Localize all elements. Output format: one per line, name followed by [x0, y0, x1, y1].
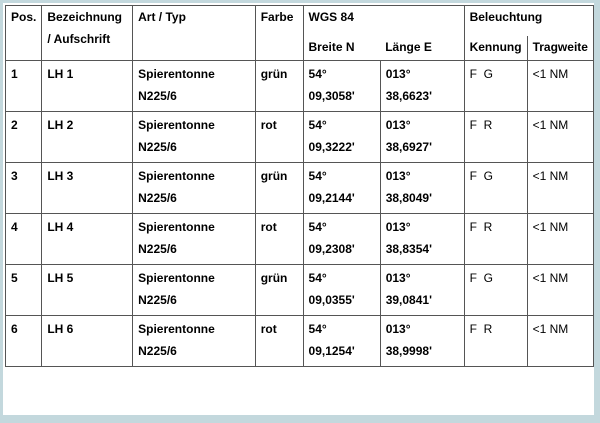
cell-kennung-text: F G — [469, 168, 493, 183]
cell-type — [133, 213, 256, 264]
cell-tragweite — [527, 60, 593, 111]
cell-pos-text: 2 — [11, 117, 18, 132]
cell-name — [42, 264, 133, 315]
cell-tragweite — [527, 264, 593, 315]
cell-lat — [303, 111, 380, 162]
header-tragweite: Tragweite — [527, 36, 593, 61]
header-wgs84: WGS 84 — [303, 6, 464, 36]
cell-lon-text: 013° — [385, 321, 411, 336]
cell-color — [255, 264, 303, 315]
cell-type-text: N225/6 — [138, 139, 177, 154]
cell-lat-text: 54° — [308, 321, 327, 336]
cell-type-text: Spierentonne — [138, 117, 215, 132]
cell-color — [255, 213, 303, 264]
cell-name-text: LH 1 — [47, 66, 74, 81]
cell-lon-text: 39,0841' — [385, 292, 432, 307]
cell-lon — [380, 264, 464, 315]
header-breite: Breite N — [303, 36, 380, 61]
cell-pos-text: 1 — [11, 66, 18, 81]
table-row — [6, 213, 594, 264]
cell-lat-text: 54° — [308, 168, 327, 183]
header-art-typ: Art / Typ — [133, 6, 256, 61]
cell-type-text: N225/6 — [138, 190, 177, 205]
cell-type-text: N225/6 — [138, 88, 177, 103]
cell-kennung — [464, 60, 527, 111]
cell-lon-text: 013° — [385, 219, 411, 234]
cell-lon — [380, 162, 464, 213]
cell-lat-text: 54° — [308, 270, 327, 285]
cell-lon-text: 38,6623' — [385, 88, 432, 103]
header-bezeichnung: Bezeichnung / Aufschrift — [42, 6, 133, 61]
cell-name-text: LH 3 — [47, 168, 74, 183]
cell-lat — [303, 315, 380, 366]
cell-pos-text: 6 — [11, 321, 18, 336]
cell-tragweite — [527, 162, 593, 213]
cell-lon-text: 013° — [385, 117, 411, 132]
cell-color — [255, 60, 303, 111]
cell-pos — [6, 213, 42, 264]
cell-lat-text: 09,2308' — [308, 241, 355, 256]
cell-kennung — [464, 162, 527, 213]
cell-name — [42, 111, 133, 162]
cell-lat-text: 09,3058' — [308, 88, 355, 103]
cell-kennung-text: F G — [469, 270, 493, 285]
cell-name — [42, 315, 133, 366]
cell-lon-text: 013° — [385, 66, 411, 81]
header-farbe: Farbe — [255, 6, 303, 61]
cell-lat-text: 09,1254' — [308, 343, 355, 358]
cell-type-text: Spierentonne — [138, 66, 215, 81]
cell-kennung-text: F R — [469, 321, 493, 336]
cell-lat — [303, 213, 380, 264]
cell-type-text: N225/6 — [138, 241, 177, 256]
cell-lat — [303, 264, 380, 315]
table-row — [6, 60, 594, 111]
cell-kennung — [464, 315, 527, 366]
cell-pos-text: 5 — [11, 270, 18, 285]
cell-tragweite-text: <1 NM — [532, 66, 569, 81]
cell-lat-text: 54° — [308, 66, 327, 81]
cell-type — [133, 315, 256, 366]
cell-kennung — [464, 213, 527, 264]
table-frame — [3, 3, 594, 415]
header-kennung: Kennung — [464, 36, 527, 61]
table-row — [6, 315, 594, 366]
cell-lon — [380, 213, 464, 264]
cell-lat-text: 09,2144' — [308, 190, 355, 205]
cell-tragweite-text: <1 NM — [532, 117, 569, 132]
cell-name-text: LH 4 — [47, 219, 74, 234]
cell-lon — [380, 315, 464, 366]
cell-kennung — [464, 111, 527, 162]
cell-type-text: N225/6 — [138, 343, 177, 358]
cell-lon-text: 013° — [385, 168, 411, 183]
cell-type-text: Spierentonne — [138, 270, 215, 285]
cell-kennung-text: F R — [469, 219, 493, 234]
cell-name-text: LH 2 — [47, 117, 74, 132]
cell-tragweite — [527, 315, 593, 366]
cell-pos — [6, 264, 42, 315]
cell-pos — [6, 315, 42, 366]
header-laenge: Länge E — [380, 36, 464, 61]
cell-color-text: grün — [260, 66, 288, 81]
header-pos: Pos. — [6, 6, 42, 61]
cell-type — [133, 111, 256, 162]
cell-type — [133, 60, 256, 111]
cell-color — [255, 315, 303, 366]
cell-tragweite — [527, 213, 593, 264]
cell-type-text: Spierentonne — [138, 219, 215, 234]
cell-tragweite-text: <1 NM — [532, 270, 569, 285]
cell-tragweite-text: <1 NM — [532, 168, 569, 183]
cell-lon-text: 38,8049' — [385, 190, 432, 205]
cell-pos — [6, 162, 42, 213]
cell-lon-text: 013° — [385, 270, 411, 285]
cell-name-text: LH 5 — [47, 270, 74, 285]
cell-type-text: N225/6 — [138, 292, 177, 307]
table-row — [6, 264, 594, 315]
cell-lat-text: 54° — [308, 219, 327, 234]
cell-lon-text: 38,6927' — [385, 139, 432, 154]
table-body — [6, 60, 594, 366]
cell-lat — [303, 162, 380, 213]
cell-lat-text: 09,3222' — [308, 139, 355, 154]
cell-name — [42, 162, 133, 213]
cell-lon-text: 38,8354' — [385, 241, 432, 256]
cell-pos-text: 4 — [11, 219, 18, 234]
cell-color-text: grün — [260, 270, 288, 285]
cell-color — [255, 111, 303, 162]
cell-name-text: LH 6 — [47, 321, 74, 336]
cell-lat — [303, 60, 380, 111]
cell-color-text: grün — [260, 168, 288, 183]
table-header — [6, 6, 594, 61]
cell-type — [133, 162, 256, 213]
cell-tragweite — [527, 111, 593, 162]
header-beleuchtung: Beleuchtung — [464, 6, 593, 36]
cell-kennung-text: F G — [469, 66, 493, 81]
cell-color — [255, 162, 303, 213]
cell-pos — [6, 60, 42, 111]
cell-name — [42, 213, 133, 264]
cell-kennung — [464, 264, 527, 315]
cell-color-text: rot — [260, 219, 277, 234]
cell-lon-text: 38,9998' — [385, 343, 432, 358]
table-row — [6, 162, 594, 213]
cell-pos-text: 3 — [11, 168, 18, 183]
cell-type-text: Spierentonne — [138, 321, 215, 336]
cell-lat-text: 09,0355' — [308, 292, 355, 307]
cell-color-text: rot — [260, 117, 277, 132]
cell-type-text: Spierentonne — [138, 168, 215, 183]
cell-lon — [380, 60, 464, 111]
table-row — [6, 111, 594, 162]
cell-tragweite-text: <1 NM — [532, 321, 569, 336]
cell-type — [133, 264, 256, 315]
cell-pos — [6, 111, 42, 162]
buoy-table — [5, 5, 594, 367]
cell-lon — [380, 111, 464, 162]
cell-name — [42, 60, 133, 111]
cell-lat-text: 54° — [308, 117, 327, 132]
cell-color-text: rot — [260, 321, 277, 336]
cell-kennung-text: F R — [469, 117, 493, 132]
cell-tragweite-text: <1 NM — [532, 219, 569, 234]
